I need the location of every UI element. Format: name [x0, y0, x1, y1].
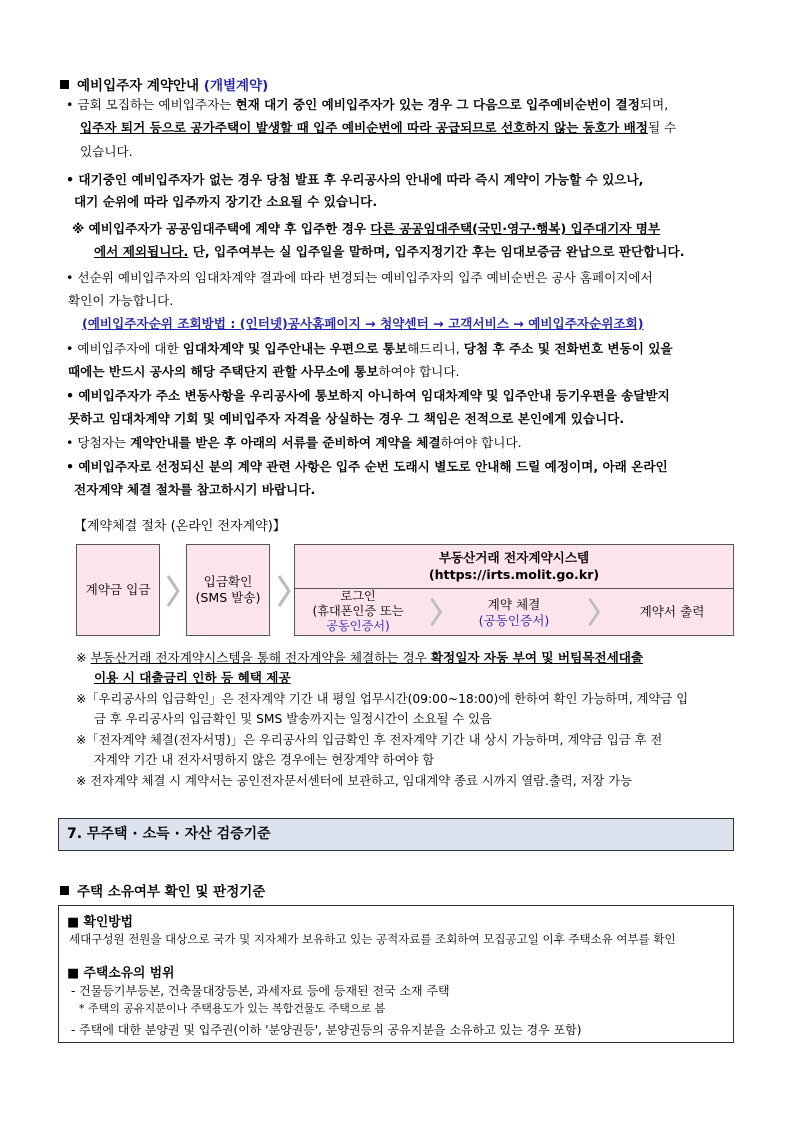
scope-item-1-note: * 주택의 공유지분이나 주택용도가 있는 복합건물도 주택으로 봄 — [79, 1002, 386, 1015]
paragraph-7-line-2: 전자계약 체결 절차를 참고하시기 바랍니다. — [74, 482, 316, 497]
e-contract-system-box — [294, 544, 734, 636]
scope-item-2: - 주택에 대한 분양권 및 입주권(이하 '분양권등', 분양권등의 공유지분을 소유하고 있는 경우 포함) — [71, 1023, 582, 1037]
section-title-waitlist: 예비입주자 계약안내 (개별계약) — [60, 74, 268, 94]
paragraph-6: • 당첨자는 계약안내를 받은 후 아래의 서류를 준비하여 계약을 체결하여야 합니다. — [66, 435, 522, 450]
method-title: ■ 확인방법 — [67, 915, 133, 930]
step-print-contract: 계약서 출력 — [639, 604, 705, 619]
chevron-right-icon — [277, 574, 291, 608]
paragraph-3-line-2: 확인이 가능합니다. — [68, 293, 174, 308]
method-text: 세대구성원 전원을 대상으로 국가 및 지자체가 보유하고 있는 공적자료를 조회하여 모집공고일 이후 주택소유 여부를 확인 — [69, 932, 676, 946]
system-url: (https://irts.molit.go.kr) — [428, 567, 600, 582]
note-waitlist-line-2: 에서 제외됩니다. 단, 입주여부는 실 입주일을 말하며, 입주지정기간 후는 임대보증금 완납으로 판단합니다. — [94, 244, 685, 259]
procedure-note-3-line-2: 자계약 기간 내 전자서명하지 않은 경우에는 현장계약 하여야 함 — [94, 753, 435, 767]
paragraph-5-line-1: • 예비입주자가 주소 변동사항을 우리공사에 통보하지 아니하여 임대차계약 및 입주안내 등기우편을 송달받지 — [66, 388, 670, 403]
section-title-house-ownership: 주택 소유여부 확인 및 판정기준 — [60, 880, 265, 900]
step-deposit: 계약금 입금 — [76, 544, 160, 636]
scope-title: ■ 주택소유의 범위 — [67, 966, 175, 981]
procedure-note-1-line-1: ※ 부동산거래 전자계약시스템을 통해 전자계약을 체결하는 경우 확정일자 자동 부여 및 버팀목전세대출 — [76, 650, 644, 665]
paragraph-2-line-1: • 대기중인 예비입주자가 없는 경우 당첨 발표 후 우리공사의 안내에 따라 즉시 계약이 가능할 수 있으나, — [66, 172, 644, 187]
procedure-note-4: ※ 전자계약 체결 시 계약서는 공인전자문서센터에 보관하고, 임대계약 종료 시까지 열람.출력, 저장 가능 — [76, 774, 632, 788]
chevron-right-icon — [587, 597, 601, 627]
chevron-right-icon — [166, 574, 180, 608]
paragraph-1-line-3: 있습니다. — [80, 144, 133, 159]
paragraph-7-line-1: • 예비입주자로 선정되신 분의 계약 관련 사항은 입주 순번 도래시 별도로 안내해 드릴 예정이며, 아래 온라인 — [66, 459, 668, 474]
chevron-right-icon — [429, 597, 443, 627]
square-bullet-icon — [60, 886, 69, 895]
procedure-note-3-line-1: ※「전자계약 체결(전자서명)」은 우리공사의 입금확인 후 전자계약 기간 내 상시 가능하며, 계약금 입금 후 전 — [76, 733, 663, 747]
house-ownership-box — [58, 905, 734, 1043]
procedure-note-2-line-2: 금 후 우리공사의 입금확인 및 SMS 발송까지는 일정시간이 소요될 수 있음 — [94, 712, 492, 726]
step-login: 로그인 (휴대폰인증 또는 공동인증서) — [312, 589, 404, 633]
step-deposit-confirm: 입금확인 (SMS 발송) — [186, 544, 270, 636]
note-waitlist-line-1: ※ 예비입주자가 공공임대주택에 계약 후 입주한 경우 다른 공공임대주택(국민·영구·행복) 입주대기자 명부 — [72, 221, 661, 236]
paragraph-4-line-2: 때에는 반드시 공사의 해당 주택단지 관할 사무소에 통보하여야 합니다. — [68, 364, 460, 379]
step-sign-contract: 계약 체결 (공동인증서) — [478, 597, 550, 628]
system-title: 부동산거래 전자계약시스템 — [438, 550, 590, 565]
waitlist-lookup-path: (예비입주자순위 조회방법 : (인터넷)공사홈페이지 → 청약센터 → 고객서비스 → 예비입주자순위조회) — [82, 316, 644, 331]
paragraph-3-line-1: • 선순위 예비입주자의 임대차계약 결과에 따라 변경되는 예비입주자의 입주 예비순번은 공사 홈페이지에서 — [66, 270, 653, 285]
square-bullet-icon — [60, 80, 69, 89]
paragraph-1-line-1: • 금회 모집하는 예비입주자는 현재 대기 중인 예비입주자가 있는 경우 그 다음으로 입주예비순번이 결정되며, — [66, 97, 669, 112]
paragraph-1-line-2: 입주자 퇴거 등으로 공가주택이 발생할 때 입주 예비순번에 따라 공급되므로 선호하지 않는 동호가 배정될 수 — [80, 120, 677, 135]
procedure-note-1-line-2: 이용 시 대출금리 인하 등 혜택 제공 — [94, 670, 291, 685]
section-7-heading: 7. 무주택 · 소득 · 자산 검증기준 — [58, 818, 734, 851]
paragraph-4-line-1: • 예비입주자에 대한 임대차계약 및 입주안내는 우편으로 통보해드리니, 당첨 후 주소 및 전화번호 변동이 있을 — [66, 341, 673, 356]
paragraph-5-line-2: 못하고 임대차계약 기회 및 예비입주자 자격을 상실하는 경우 그 책임은 전적으로 본인에게 있습니다. — [68, 411, 625, 426]
scope-item-1: - 건물등기부등본, 건축물대장등본, 과세자료 등에 등재된 전국 소재 주택 — [71, 984, 450, 998]
procedure-note-2-line-1: ※「우리공사의 입금확인」은 전자계약 기간 내 평일 업무시간(09:00~18:00)에 한하여 확인 가능하며, 계약금 입 — [76, 692, 689, 706]
paragraph-2-line-2: 대기 순위에 따라 입주까지 장기간 소요될 수 있습니다. — [74, 194, 378, 209]
procedure-title: 【계약체결 절차 (온라인 전자계약)】 — [74, 519, 286, 534]
